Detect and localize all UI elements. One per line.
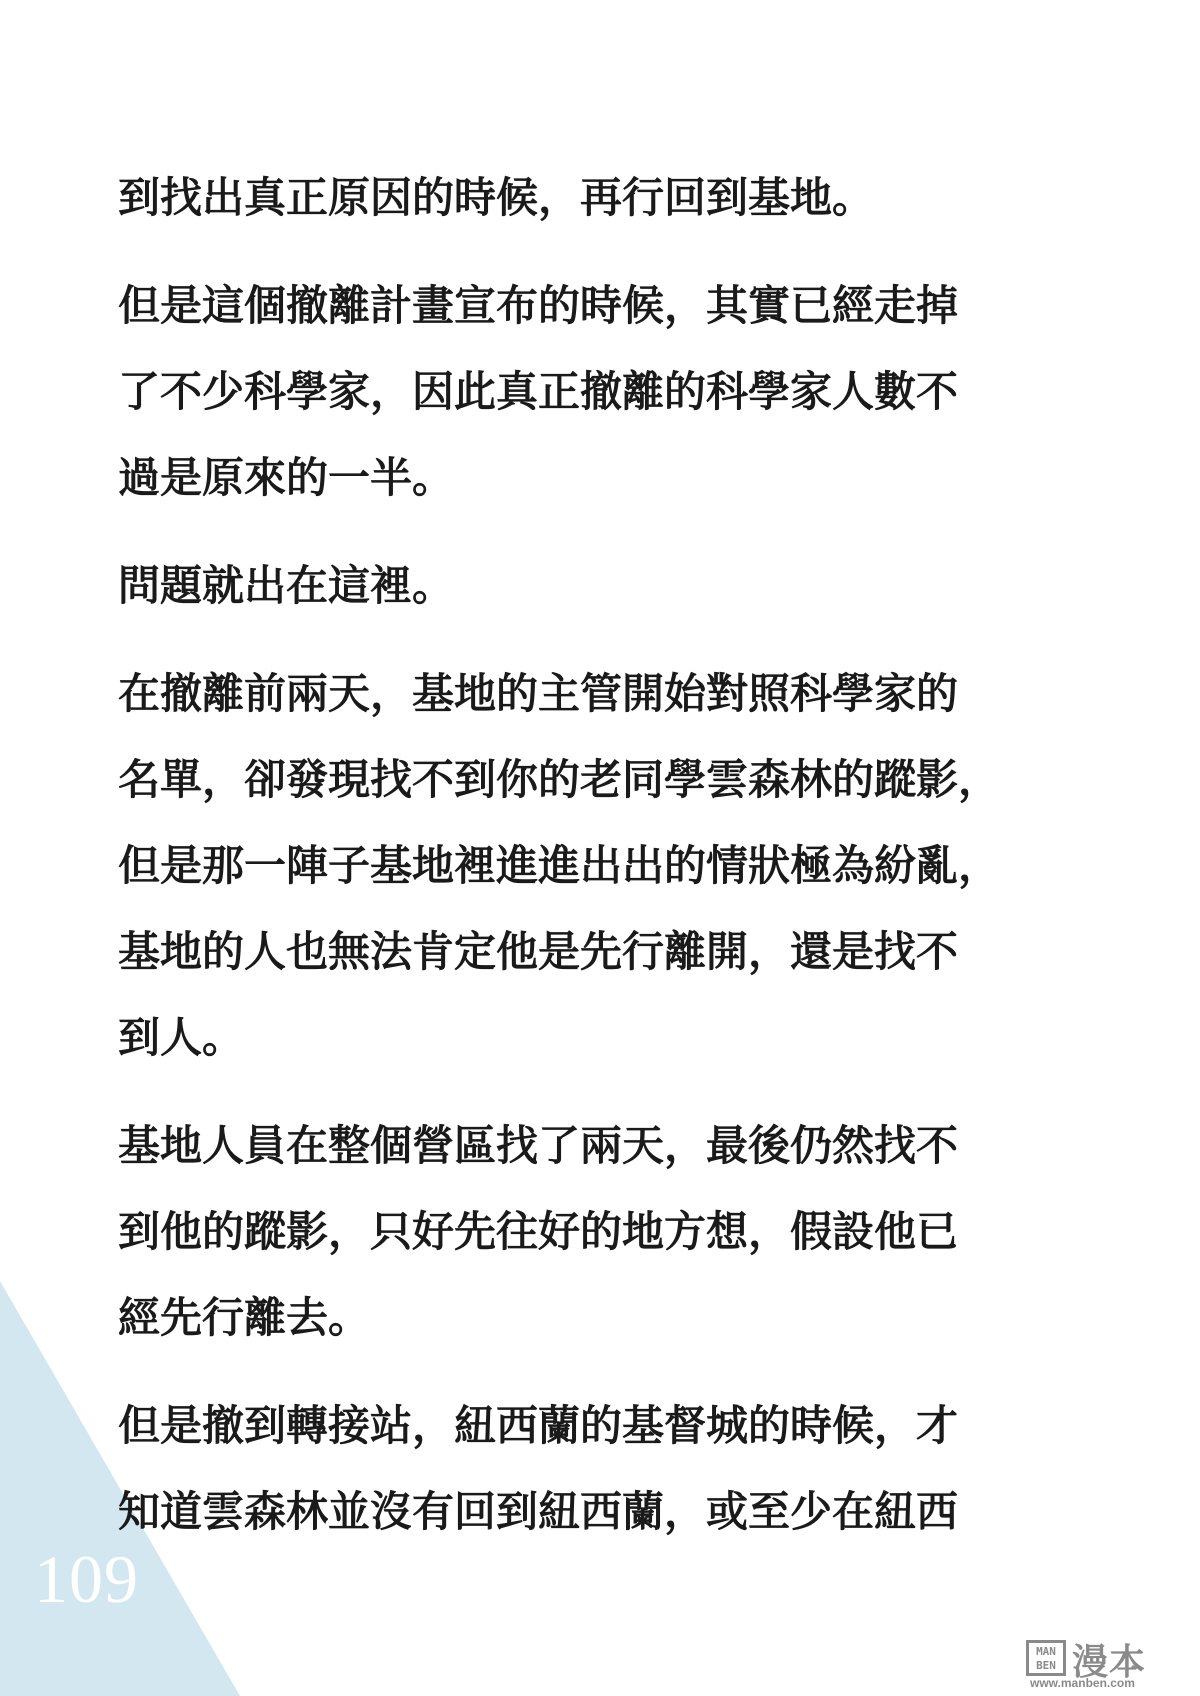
text-line: 但是這個撤離計畫宣布的時候，其實已經走掉 bbox=[118, 281, 959, 330]
paragraph bbox=[118, 651, 1098, 1081]
text-line: 問題就出在這裡。 bbox=[118, 561, 455, 610]
paragraph bbox=[118, 155, 1098, 241]
text-line: 到他的蹤影，只好先往好的地方想，假設他已 bbox=[118, 1207, 959, 1256]
text-line: 但是那一陣子基地裡進進出出的情狀極為紛亂， bbox=[118, 841, 1001, 890]
page-number: 109 bbox=[34, 1541, 139, 1617]
paragraph bbox=[118, 543, 1098, 629]
text-line: 到找出真正原因的時候，再行回到基地。 bbox=[118, 173, 875, 222]
watermark bbox=[1026, 1640, 1186, 1690]
text-line: 在撤離前兩天，基地的主管開始對照科學家的 bbox=[118, 669, 959, 718]
text-line: 過是原來的一半。 bbox=[118, 453, 455, 502]
text-line: 基地的人也無法肯定他是先行離開，還是找不 bbox=[118, 927, 959, 976]
watermark-brand: 漫本 bbox=[1072, 1642, 1147, 1683]
text-line: 但是撤到轉接站，紐西蘭的基督城的時候，才 bbox=[118, 1401, 959, 1450]
paragraph bbox=[118, 1103, 1098, 1361]
text-line: 了不少科學家，因此真正撤離的科學家人數不 bbox=[118, 367, 959, 416]
text-line: 名單，卻發現找不到你的老同學雲森林的蹤影， bbox=[118, 755, 1001, 804]
body-text bbox=[118, 155, 1098, 1555]
text-line: 到人。 bbox=[118, 1013, 245, 1062]
watermark-logo: MAN BEN bbox=[1026, 1640, 1066, 1676]
text-line: 基地人員在整個營區找了兩天，最後仍然找不 bbox=[118, 1121, 959, 1170]
text-line: 知道雲森林並沒有回到紐西蘭，或至少在紐西 bbox=[118, 1487, 959, 1536]
text-line: 經先行離去。 bbox=[118, 1293, 371, 1342]
watermark-url: www.manben.com bbox=[1030, 1676, 1135, 1690]
paragraph bbox=[118, 263, 1098, 521]
paragraph bbox=[118, 1383, 1098, 1555]
